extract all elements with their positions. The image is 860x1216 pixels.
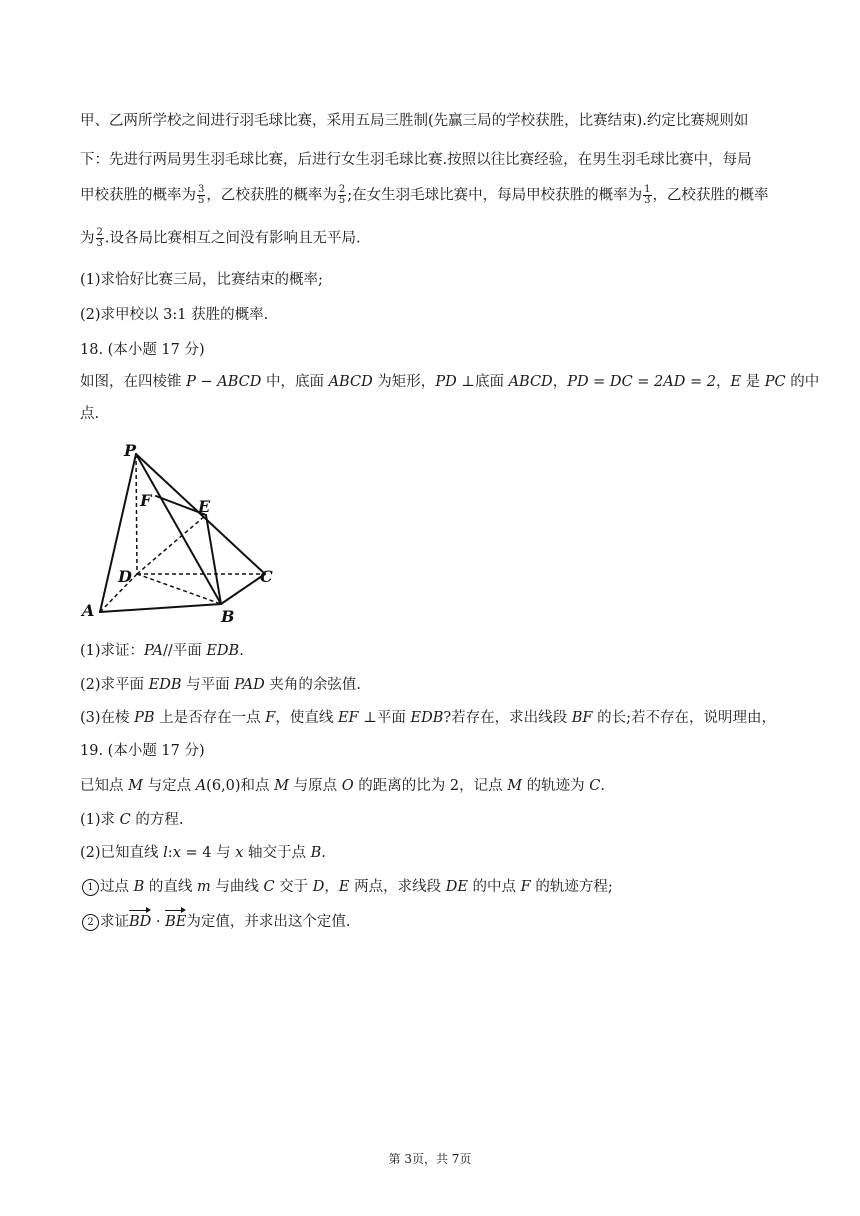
text: 的方程. bbox=[130, 812, 184, 828]
text: 的轨迹方程; bbox=[530, 879, 613, 895]
text: 的长;若不存在，说明理由， bbox=[592, 710, 776, 726]
fraction-2-3: $\frac{2}{3}$ bbox=[96, 227, 103, 249]
text: .设各局比赛相互之间没有影响且无平局. bbox=[104, 230, 361, 247]
fraction-1-3: $\frac{1}{3}$ bbox=[644, 184, 651, 206]
text: . bbox=[239, 643, 244, 659]
text: 如图，在四棱锥 bbox=[80, 374, 187, 390]
text: (2)已知直线 bbox=[80, 845, 164, 861]
text: ， bbox=[715, 374, 731, 390]
math: x bbox=[172, 845, 181, 861]
text: 已知点 bbox=[80, 778, 129, 794]
math: m bbox=[196, 879, 211, 895]
p18-question-3 bbox=[80, 708, 776, 728]
p18-statement-line-1 bbox=[80, 372, 819, 392]
math: BF bbox=[571, 710, 593, 726]
text: 上是否存在一点 bbox=[154, 710, 266, 726]
text: 与曲线 bbox=[210, 879, 264, 895]
edge-DE bbox=[137, 515, 206, 574]
text: 与原点 bbox=[289, 778, 342, 794]
math: x bbox=[235, 845, 244, 861]
text: (1)求证： bbox=[80, 643, 145, 659]
p17-line-2: 下：先进行两局男生羽毛球比赛，后进行女生羽毛球比赛.按照以往比赛经验，在男生羽毛球比赛中，每局 bbox=[80, 152, 752, 168]
math: ABCD bbox=[328, 374, 373, 390]
edge-DB bbox=[137, 574, 221, 604]
text: 中，底面 bbox=[261, 374, 329, 390]
text: ， bbox=[324, 879, 339, 895]
text: (3)在棱 bbox=[80, 710, 135, 726]
text: 为定值，并求出这个定值. bbox=[186, 914, 351, 930]
p17-line-4 bbox=[80, 228, 361, 249]
text: ，使直线 bbox=[275, 710, 338, 726]
math: P − ABCD bbox=[186, 374, 262, 390]
pyramid-figure bbox=[80, 440, 280, 630]
text: 交于 bbox=[274, 879, 313, 895]
vector-BD: BD bbox=[129, 914, 152, 930]
text: = 4 与 bbox=[180, 845, 236, 861]
math: EDB bbox=[410, 710, 444, 726]
p19-question-1 bbox=[80, 810, 183, 830]
math: PA bbox=[144, 643, 163, 659]
math: E bbox=[730, 374, 742, 390]
edge-PA bbox=[100, 454, 136, 612]
math: PD = DC = 2AD = 2 bbox=[567, 374, 716, 390]
label-D: D bbox=[118, 567, 132, 586]
text: 与平面 bbox=[181, 677, 235, 693]
math: D bbox=[312, 879, 325, 895]
text: ， bbox=[552, 374, 568, 390]
p19-statement bbox=[80, 776, 605, 796]
p19-question-2 bbox=[80, 843, 326, 863]
text: 的距离的比为 2，记点 bbox=[353, 778, 508, 794]
text: (1)求 bbox=[80, 812, 120, 828]
math: EDB bbox=[148, 677, 182, 693]
text: 的中 bbox=[785, 374, 820, 390]
label-B: B bbox=[221, 607, 235, 626]
text: 为 bbox=[80, 230, 95, 247]
text: (2)求平面 bbox=[80, 677, 149, 693]
circled-number-2: 2 bbox=[82, 914, 99, 931]
page-footer: 第 3页，共 7页 bbox=[388, 1152, 472, 1166]
math: EF bbox=[337, 710, 359, 726]
p18-question-1 bbox=[80, 641, 244, 661]
math: M bbox=[507, 778, 523, 794]
text: 与定点 bbox=[142, 778, 196, 794]
text: 的轨迹为 bbox=[522, 778, 590, 794]
circled-number-1: 1 bbox=[82, 879, 99, 896]
math: C bbox=[119, 812, 131, 828]
math: F bbox=[265, 710, 276, 726]
math: PAD bbox=[234, 677, 265, 693]
text: 轴交于点 bbox=[243, 845, 311, 861]
fraction-2-5: $\frac{2}{5}$ bbox=[338, 184, 346, 206]
text: ;在女生羽毛球比赛中，每局甲校获胜的概率为 bbox=[347, 187, 643, 204]
math: PC bbox=[764, 374, 786, 390]
text: ，乙校获胜的概率为 bbox=[206, 187, 337, 204]
text: 的直线 bbox=[144, 879, 197, 895]
text: . bbox=[321, 845, 326, 861]
math: A bbox=[195, 778, 207, 794]
math: PD bbox=[435, 374, 457, 390]
label-F: F bbox=[140, 491, 152, 510]
math: O bbox=[341, 778, 354, 794]
label-A: A bbox=[82, 601, 95, 620]
p17-question-1: (1)求恰好比赛三局，比赛结束的概率; bbox=[80, 272, 323, 288]
math: C bbox=[589, 778, 601, 794]
p17-question-2: (2)求甲校以 3:1 获胜的概率. bbox=[80, 307, 269, 323]
text: 是 bbox=[741, 374, 765, 390]
math: C bbox=[263, 879, 275, 895]
math: ABCD bbox=[508, 374, 553, 390]
edge-BC bbox=[221, 574, 265, 604]
text: · bbox=[151, 914, 166, 930]
text: 两点，求线段 bbox=[349, 879, 446, 895]
math: B bbox=[133, 879, 145, 895]
p18-statement-line-2: 点. bbox=[80, 406, 100, 422]
label-C: C bbox=[260, 567, 273, 586]
p17-line-3 bbox=[80, 185, 769, 206]
math: PB bbox=[134, 710, 155, 726]
text: ⊥平面 bbox=[358, 710, 411, 726]
math: M bbox=[128, 778, 143, 794]
text: 过点 bbox=[100, 879, 134, 895]
text: 甲校获胜的概率为 bbox=[80, 187, 196, 204]
p17-line-1: 甲、乙两所学校之间进行羽毛球比赛，采用五局三胜制(先赢三局的学校获胜，比赛结束).约定比赛规则如 bbox=[80, 113, 749, 129]
text: ，乙校获胜的概率 bbox=[652, 187, 769, 204]
text: (6,0)和点 bbox=[206, 778, 275, 794]
p19-subquestion-2 bbox=[82, 912, 350, 932]
text: 为矩形， bbox=[372, 374, 436, 390]
text: //平面 bbox=[162, 643, 207, 659]
text: : bbox=[167, 845, 173, 861]
text: ?若存在，求出线段 bbox=[443, 710, 572, 726]
math: F bbox=[520, 879, 531, 895]
math: E bbox=[338, 879, 350, 895]
vector-BE: BE bbox=[165, 914, 187, 930]
edge-PD bbox=[136, 454, 137, 574]
text: 夹角的余弦值. bbox=[264, 677, 361, 693]
math: l bbox=[163, 845, 168, 861]
fraction-3-5: $\frac{3}{5}$ bbox=[198, 184, 205, 206]
label-P: P bbox=[124, 441, 137, 460]
math: EDB bbox=[206, 643, 240, 659]
p18-question-2 bbox=[80, 675, 361, 695]
math: B bbox=[310, 845, 322, 861]
text: . bbox=[600, 778, 605, 794]
text: 的中点 bbox=[467, 879, 521, 895]
edge-AB bbox=[100, 604, 221, 612]
p19-header: 19. (本小题 17 分) bbox=[80, 743, 205, 759]
math: DE bbox=[445, 879, 468, 895]
label-E: E bbox=[198, 497, 211, 516]
p19-subquestion-1 bbox=[82, 877, 613, 897]
p18-header: 18. (本小题 17 分) bbox=[80, 342, 205, 358]
math: M bbox=[274, 778, 290, 794]
text: 求证 bbox=[100, 914, 129, 930]
text: ⊥底面 bbox=[456, 374, 509, 390]
